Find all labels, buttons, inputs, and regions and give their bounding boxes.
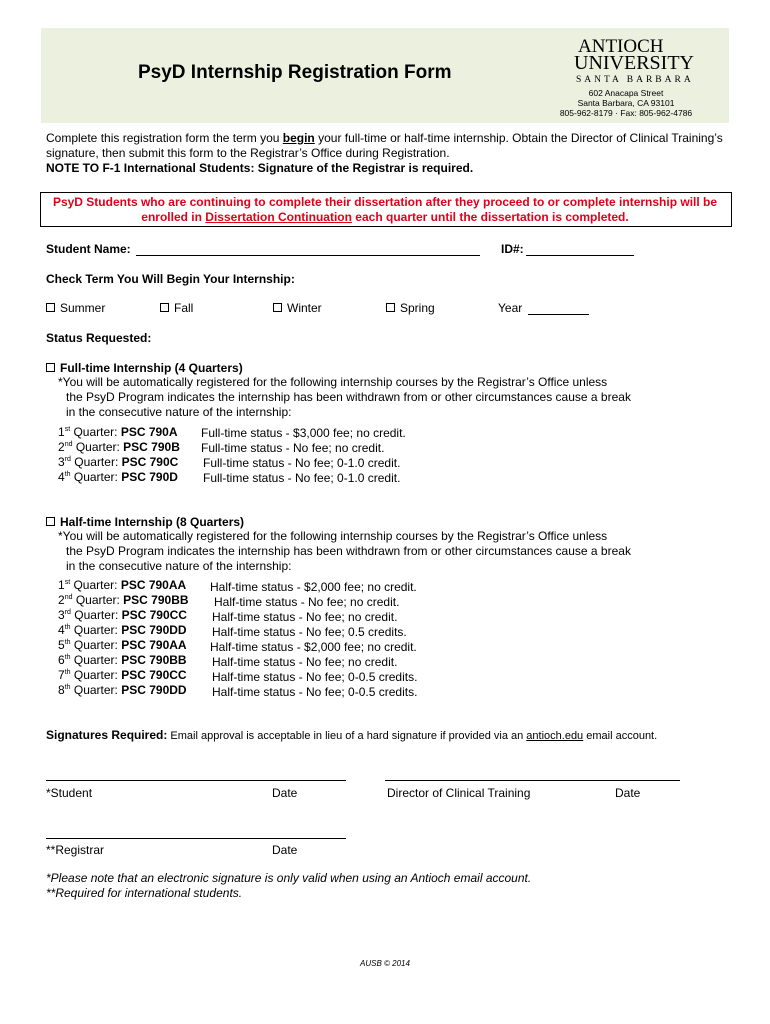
halftime-status-4: Half-time status - No fee; 0.5 credits. [212,625,407,639]
checkbox-icon [160,303,169,312]
fulltime-desc-1: *You will be automatically registered for the following internship courses by the Registrar’s Office unless [58,375,608,389]
fulltime-desc-2: the PsyD Program indicates the internship has been withdrawn from or other circumstances cause a break [66,390,631,404]
halftime-status-6: Half-time status - No fee; no credit. [212,655,398,669]
student-date-label: Date [272,786,298,800]
halftime-status-2: Half-time status - No fee; no credit. [214,595,400,609]
fulltime-row-1: 1st Quarter: PSC 790A [58,425,178,439]
term-heading: Check Term You Will Begin Your Internship: [46,272,295,286]
registrar-signature-label: **Registrar [46,843,105,857]
id-field[interactable] [526,255,634,256]
halftime-row-1: 1st Quarter: PSC 790AA [58,578,187,592]
intro-paragraph [46,131,726,176]
term-spring-label: Spring [400,301,435,315]
registrar-date-label: Date [272,843,298,857]
intro-text-b: your full-time or half-time internship. Obtain the Director of Clinical Training’s signature, then submit this form to the Registrar’s Office during Registration. [46,131,723,160]
logo-university: UNIVERSITY [574,52,694,74]
halftime-status-7: Half-time status - No fee; 0-0.5 credits. [212,670,418,684]
registrar-signature-line[interactable] [46,838,346,839]
footer-copyright: AUSB © 2014 [360,959,410,968]
intro-begin: begin [282,131,315,145]
student-signature-label: *Student [46,786,93,800]
fulltime-status-4: Full-time status - No fee; 0-1.0 credit. [203,471,401,485]
address-street: 602 Anacapa Street [588,88,664,98]
halftime-desc-3: in the consecutive nature of the internship: [66,559,292,573]
fulltime-status-2: Full-time status - No fee; no credit. [201,441,385,455]
address-city: Santa Barbara, CA 93101 [577,98,675,108]
student-name-field[interactable] [136,255,480,256]
notice-dissertation-continuation: Dissertation Continuation [205,210,352,224]
halftime-status-3: Half-time status - No fee; no credit. [212,610,398,624]
halftime-row-7: 7th Quarter: PSC 790CC [58,668,187,682]
halftime-row-8: 8th Quarter: PSC 790DD [58,683,187,697]
term-summer-checkbox[interactable] [46,301,105,315]
halftime-row-5: 5th Quarter: PSC 790AA [58,638,187,652]
halftime-heading: Half-time Internship (8 Quarters) [60,515,245,529]
logo-antioch: ANTIOCH [578,36,664,57]
term-spring-checkbox[interactable] [386,301,435,315]
fulltime-row-4: 4th Quarter: PSC 790D [58,470,178,484]
antioch-edu-link[interactable]: antioch.edu [526,730,584,742]
halftime-status-5: Half-time status - $2,000 fee; no credit. [210,640,417,654]
fulltime-checkbox[interactable] [46,361,243,375]
student-signature-line[interactable] [46,780,346,781]
footnote-electronic-signature: *Please note that an electronic signature is only valid when using an Antioch email account. [46,871,532,885]
logo-santa-barbara: SANTA BARBARA [576,75,694,85]
fulltime-status-3: Full-time status - No fee; 0-1.0 credit. [203,456,401,470]
checkbox-icon [46,363,55,372]
term-summer-label: Summer [60,301,106,315]
halftime-checkbox[interactable] [46,515,244,529]
year-label: Year [498,301,523,315]
fulltime-row-2: 2nd Quarter: PSC 790B [58,440,180,454]
page-title: PsyD Internship Registration Form [138,62,452,83]
notice-text [42,195,728,225]
year-field[interactable] [528,314,589,315]
footnote-international: **Required for international students. [46,886,243,900]
notice-b: each quarter until the dissertation is completed. [351,210,629,224]
id-label: ID#: [501,242,524,256]
halftime-row-3: 3rd Quarter: PSC 790CC [58,608,187,622]
signatures-heading: Signatures Required: [46,728,168,742]
intro-text-a: Complete this registration form the term you [46,131,283,145]
notice-a: PsyD Students who are continuing to complete their dissertation after they proceed to or complete internship will be enrolled in [52,195,718,224]
checkbox-icon [273,303,282,312]
term-winter-checkbox[interactable] [273,301,322,315]
director-date-label: Date [615,786,641,800]
fulltime-row-3: 3rd Quarter: PSC 790C [58,455,179,469]
term-winter-label: Winter [287,301,322,315]
term-fall-label: Fall [174,301,194,315]
fulltime-heading: Full-time Internship (4 Quarters) [60,361,243,375]
halftime-status-1: Half-time status - $2,000 fee; no credit. [210,580,417,594]
status-heading: Status Requested: [46,331,152,345]
address-phone: 805-962-8179 · Fax: 805-962-4786 [559,108,693,118]
checkbox-icon [46,517,55,526]
student-name-label: Student Name: [46,242,131,256]
intro-note: NOTE TO F-1 International Students: Signature of the Registrar is required. [46,161,474,175]
term-fall-checkbox[interactable] [160,301,193,315]
checkbox-icon [386,303,395,312]
halftime-status-8: Half-time status - No fee; 0-0.5 credits. [212,685,418,699]
signatures-note: Signatures Required: Email approval is acceptable in lieu of a hard signature if provided via an antioch.edu email account. [46,728,658,742]
halftime-row-6: 6th Quarter: PSC 790BB [58,653,187,667]
halftime-row-2: 2nd Quarter: PSC 790BB [58,593,189,607]
fulltime-status-1: Full-time status - $3,000 fee; no credit. [201,426,406,440]
fulltime-desc-3: in the consecutive nature of the internship: [66,405,292,419]
halftime-row-4: 4th Quarter: PSC 790DD [58,623,187,637]
checkbox-icon [46,303,55,312]
halftime-desc-1: *You will be automatically registered for the following internship courses by the Registrar’s Office unless [58,529,608,543]
halftime-desc-2: the PsyD Program indicates the internship has been withdrawn from or other circumstances cause a break [66,544,631,558]
director-signature-label: Director of Clinical Training [387,786,531,800]
director-signature-line[interactable] [385,780,680,781]
